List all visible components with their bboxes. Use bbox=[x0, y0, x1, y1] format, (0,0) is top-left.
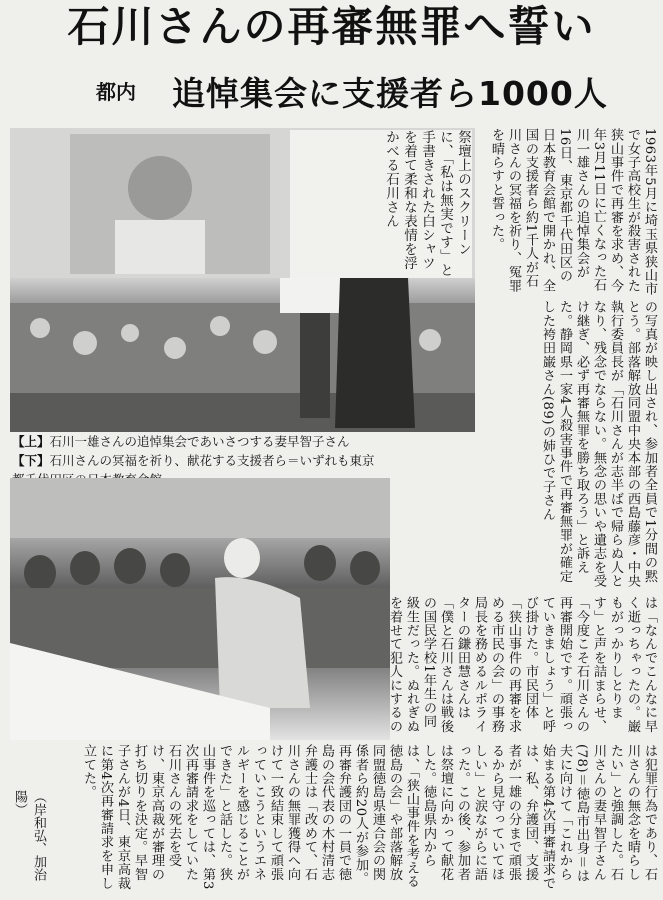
caption-top-marker: 【上】 bbox=[12, 434, 50, 449]
flower-offering-photo bbox=[10, 478, 390, 740]
article-body-mid: の写真が映し出され、参加者全員で1分間の黙とう。部落解放同盟中央本部の西島藤彦・中央執行委員長が「石川さんが志半ばで帰らぬ人となり、残念でならない。無念の思いや遺志を受け継ぎ、必ず再審無罪を勝ち取ろう」と訴えた。静岡県一家4人殺害事件で再審無罪が確定した袴田巌さん(89)の姉ひで子さん bbox=[540, 300, 657, 588]
article-intro: 1963年5月に埼玉県狭山市で女子高校生が殺害された狭山事件で再審を求め、今年3月11日に亡くなった石川一雄さんの追悼集会が16日、東京都千代田区の日本教育会館で開かれ、全国の支援者ら約1千人が石川さんの冥福を祈り、冤罪を晴らすと誓った。 bbox=[489, 128, 657, 296]
photo-inset-text: 祭壇上のスクリーンに、「私は無実です」と手書きされた白シャツを着て柔和な表情を浮かべる石川さん bbox=[290, 130, 472, 278]
dateline: 都内 bbox=[96, 80, 136, 104]
article-body-low: は「なんでこんなに早く逝っちゃったの。巌もがっかりしとります」と声を詰まらせ、「今度こそ石川さんの再審開始です。頑張っていきましょう」と呼び掛けた。市民団体「狭山事件の再審を求める市民の会」の事務局長を務めるルポライターの鎌田慧さんは「僕と石川さんは戦後の国民学校1年生の同級生だった。ぬれぎぬを着せて犯人にするの bbox=[387, 596, 657, 733]
caption-top-text: 石川一雄さんの追悼集会であいさつする妻早智子さん bbox=[49, 434, 350, 449]
article-body-right: は犯罪行為であり、石川さんの無念を晴らしたい」と強調した。石川さんの妻早智子さん(78)＝徳島市出身＝は夫に向けて「これから始まる第4次再審請求では、私、弁護団、支援者が一雄の分まで頑張るから見守っていてほしい」と涙ながらに語った。この後、参加者は祭壇に向かって献花した。徳島県内からは、「狭山事件を考える徳島の会」や部落解放同盟徳島県連合会の関係者ら約20人が参加。再審弁護団の一員で徳島の会代表の木村清志弁護士は「改めて、石川さんの無罪獲得へ向けて一致結束して頑張っていこうというエネルギーを感じることができた」と話した。狭山事件を巡っては、第3次再審請求をしていた石川さんの死去を受け、東京高裁が審理の打ち切りを決定。早智子さんが4日、東京高裁に第4次再審請求を申し立てた。 bbox=[81, 744, 657, 890]
caption-bottom-text: 石川さんの冥福を祈り、献花する支援者ら＝いずれも東京 bbox=[49, 453, 375, 468]
headline: 石川さんの再審無罪へ誓い bbox=[67, 2, 596, 51]
caption-bottom-marker: 【下】 bbox=[12, 453, 50, 468]
flower-offering-scene bbox=[10, 478, 390, 740]
byline: （岸和弘、加治陽） bbox=[12, 790, 46, 881]
subheadline: 追悼集会に支援者ら1000人 bbox=[172, 74, 608, 113]
